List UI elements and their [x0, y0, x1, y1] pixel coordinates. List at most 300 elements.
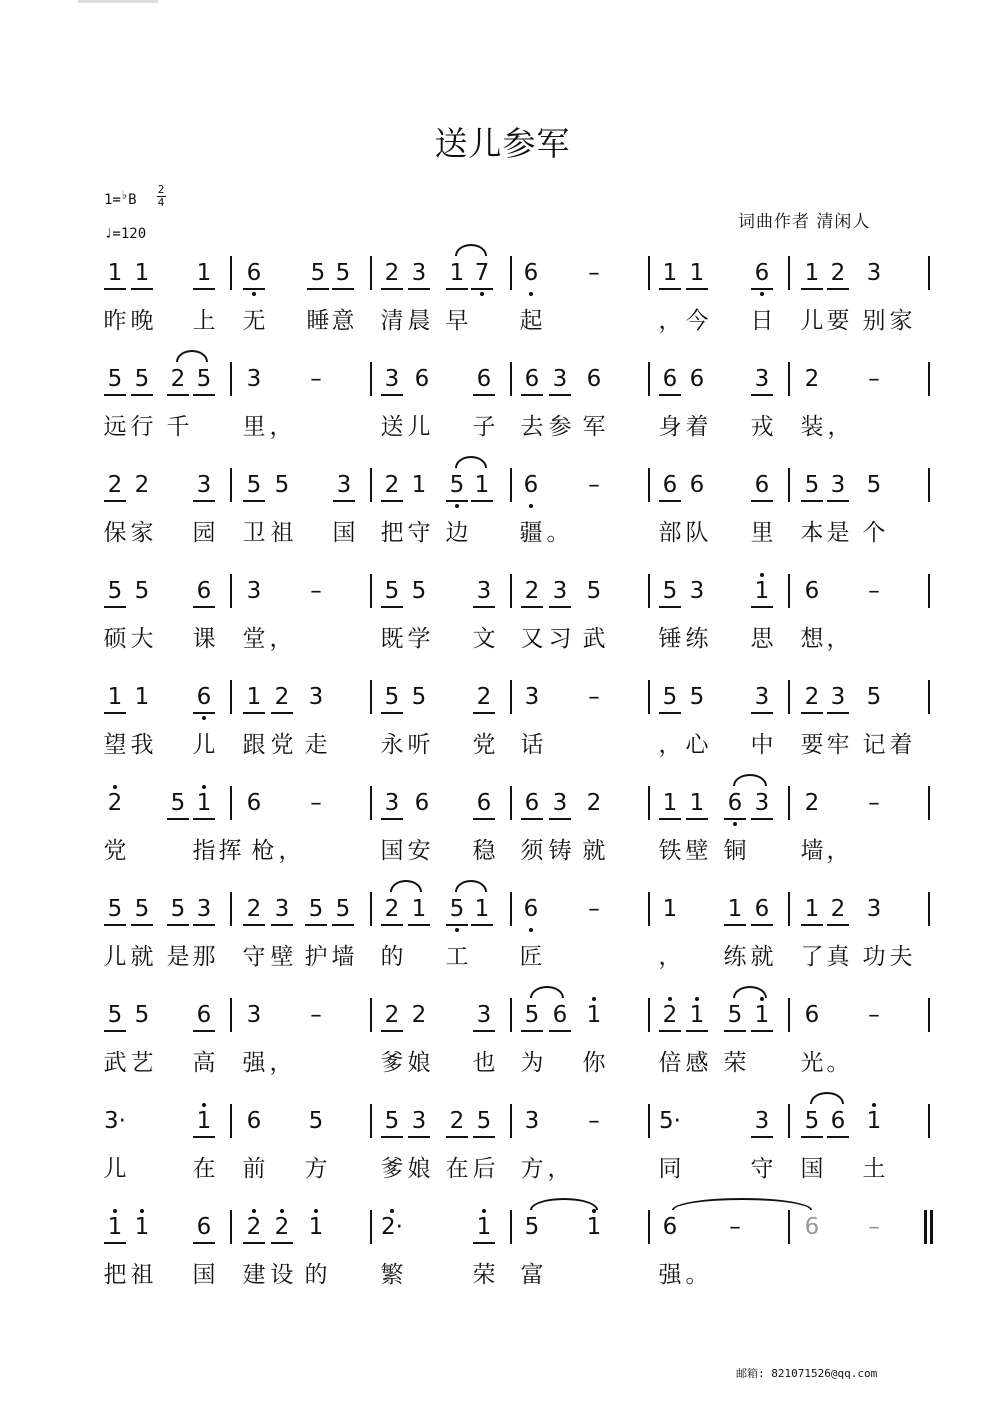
barline [510, 680, 512, 714]
note: 5 [866, 472, 882, 498]
note: 3 [751, 364, 773, 396]
lyric-char: 大 [130, 626, 154, 652]
barline [648, 892, 650, 926]
time-signature: 2 4 [157, 183, 165, 209]
lyric-char: 就 [750, 944, 774, 970]
note: 5 [524, 1214, 540, 1240]
barline [230, 680, 232, 714]
lyric-char: 守 [750, 1156, 774, 1182]
barline [370, 1104, 372, 1138]
note: 1 [583, 1212, 605, 1242]
barline [788, 680, 790, 714]
lyric-char: 身 [658, 414, 682, 440]
note: 3 [751, 682, 773, 714]
tempo-marking: ♩=120 [104, 226, 147, 242]
notation-line [0, 1000, 1005, 1034]
note: 3 [271, 894, 293, 926]
lyric-char: 祖 [270, 520, 294, 546]
barline [370, 892, 372, 926]
lyric-char: 卫 [242, 520, 266, 546]
lyric-char: 指 [192, 838, 216, 864]
note: 5 [866, 684, 882, 710]
note: 5 [104, 1000, 126, 1032]
lyric-char: 是 [826, 520, 850, 546]
lyric-line [0, 1256, 1005, 1286]
lyric-char: 墙 [331, 944, 355, 970]
barline [928, 574, 930, 608]
lyric-char: 儿 [103, 1156, 127, 1182]
lyric-char: 守 [242, 944, 266, 970]
note: 6 [827, 1106, 849, 1138]
lyric-char: 前 [242, 1156, 266, 1182]
lyric-char: 练 [685, 626, 709, 652]
barline [928, 256, 930, 290]
note: 3 [246, 578, 262, 604]
note: 3 [246, 1002, 262, 1028]
lyric-char: 儿 [192, 732, 216, 758]
note: 5 [586, 578, 602, 604]
note: 6 [521, 788, 543, 820]
lyric-char: 牢 [826, 732, 850, 758]
key-signature: 1=♭B [104, 188, 137, 208]
lyric-char: ， [658, 732, 682, 758]
note: 3 [866, 260, 882, 286]
notation-line [0, 576, 1005, 610]
note: 1 [801, 258, 823, 290]
lyric-char: 在 [192, 1156, 216, 1182]
note: 2 [271, 1212, 293, 1244]
note: 1 [104, 682, 126, 714]
lyric-char: ， [269, 414, 293, 440]
lyric-char: 。 [546, 520, 570, 546]
note: 5 [381, 1106, 403, 1138]
lyric-char: 安 [407, 838, 431, 864]
lyric-char: ， [826, 838, 850, 864]
lyric-char: ， [269, 626, 293, 652]
note: 1 [686, 1000, 708, 1032]
note: 3 [524, 684, 540, 710]
lyric-char: 子 [472, 414, 496, 440]
lyric-char: 记 [862, 732, 886, 758]
note: 6 [659, 364, 681, 396]
note: 3 [193, 470, 215, 502]
note: 5 [193, 364, 215, 396]
lyric-char: 挥 [218, 838, 242, 864]
lyric-char: 工 [445, 944, 469, 970]
note: 6 [520, 258, 542, 288]
note: 5 [521, 1000, 543, 1032]
note: 2 [167, 364, 189, 396]
barline [648, 1210, 650, 1244]
note: – [588, 896, 600, 922]
note: 6 [414, 790, 430, 816]
lyric-char: 匠 [519, 944, 543, 970]
lyric-line [0, 832, 1005, 862]
barline [510, 1104, 512, 1138]
note: 6 [659, 470, 681, 502]
lyric-char: 部 [658, 520, 682, 546]
notation-line [0, 470, 1005, 504]
note: 3 [689, 578, 705, 604]
note: 5· [659, 1108, 681, 1134]
note: 2 [243, 1212, 265, 1244]
note: 3 [381, 364, 403, 396]
note: 3 [827, 682, 849, 714]
lyric-char: 倍 [658, 1050, 682, 1076]
page-title: 送儿参军 [434, 124, 571, 163]
barline [370, 680, 372, 714]
note: 3 [408, 1106, 430, 1138]
note: 2 [104, 470, 126, 502]
lyric-char: 铁 [658, 838, 682, 864]
lyric-char: 娘 [407, 1050, 431, 1076]
note: 6 [751, 470, 773, 502]
note: 6 [751, 258, 773, 290]
lyric-char: 强 [242, 1050, 266, 1076]
note: 6 [473, 364, 495, 396]
lyric-char: 国 [800, 1156, 824, 1182]
note: – [310, 1002, 322, 1028]
note: 2 [271, 682, 293, 714]
barline [370, 362, 372, 396]
note: 5 [411, 578, 427, 604]
lyric-char: 土 [862, 1156, 886, 1182]
lyric-char: 艺 [130, 1050, 154, 1076]
note: 5 [659, 576, 681, 608]
note: 5 [305, 894, 327, 926]
note: 5 [724, 1000, 746, 1032]
lyric-char: 强 [658, 1262, 682, 1288]
lyric-char: ， [269, 1050, 293, 1076]
lyric-char: 党 [103, 838, 127, 864]
note: 1 [724, 894, 746, 926]
lyric-char: 话 [520, 732, 544, 758]
lyric-char: 后 [472, 1156, 496, 1182]
lyric-char: 了 [800, 944, 824, 970]
lyric-char: 的 [304, 1262, 328, 1288]
note: 6 [689, 366, 705, 392]
note: 1 [131, 1212, 153, 1242]
lyric-char: 富 [520, 1262, 544, 1288]
note: – [310, 790, 322, 816]
lyric-char: 边 [445, 520, 469, 546]
lyric-char: 。 [826, 1050, 850, 1076]
note: 3 [524, 1108, 540, 1134]
lyric-char: ， [658, 308, 682, 334]
note: 6 [246, 790, 262, 816]
note: 5 [307, 258, 329, 290]
barline [510, 256, 512, 290]
note: 3 [473, 576, 495, 608]
lyric-char: 的 [380, 944, 404, 970]
barline [230, 574, 232, 608]
note: 6 [193, 682, 215, 714]
note: 1 [131, 258, 153, 290]
lyric-char: 把 [380, 520, 404, 546]
tie-slur [176, 350, 208, 362]
note: 1 [305, 1212, 327, 1242]
note: 2 [381, 894, 403, 926]
barline [788, 1104, 790, 1138]
tie-slur [810, 1092, 844, 1104]
lyric-char: 爹 [380, 1156, 404, 1182]
lyric-char: 。 [685, 1262, 709, 1288]
barline [230, 256, 232, 290]
note: – [310, 366, 322, 392]
lyric-char: 锤 [658, 626, 682, 652]
lyric-char: 家 [889, 308, 913, 334]
lyric-char: 别 [862, 308, 886, 334]
note: 1 [659, 258, 681, 290]
lyric-char: 永 [380, 732, 404, 758]
note: 2· [381, 1214, 403, 1240]
tie-slur [390, 880, 422, 892]
note: 6 [473, 788, 495, 820]
lyric-char: 建 [242, 1262, 266, 1288]
lyric-char: 国 [380, 838, 404, 864]
lyric-char: 光 [800, 1050, 824, 1076]
note: 1 [471, 470, 493, 502]
header-mark [78, 0, 158, 3]
note: 3· [104, 1108, 126, 1134]
notation-line [0, 364, 1005, 398]
lyric-char: 也 [472, 1050, 496, 1076]
barline [648, 786, 650, 820]
lyric-char: 硕 [103, 626, 127, 652]
lyric-char: 荣 [472, 1262, 496, 1288]
note: 6 [662, 1214, 678, 1240]
barline [648, 680, 650, 714]
note: 6 [804, 578, 820, 604]
note: – [868, 1214, 880, 1240]
barline [928, 468, 930, 502]
barline [788, 998, 790, 1032]
barline [230, 786, 232, 820]
lyric-char: 想 [800, 626, 824, 652]
lyric-char: ， [278, 838, 302, 864]
note: 6 [243, 258, 265, 290]
note: 6 [193, 1212, 215, 1244]
lyric-char: 武 [582, 626, 606, 652]
note: 5 [446, 894, 468, 926]
barline [510, 362, 512, 396]
note: 5 [381, 576, 403, 608]
note: 1 [243, 682, 265, 714]
barline [510, 892, 512, 926]
lyric-char: 守 [407, 520, 431, 546]
note: 6 [521, 364, 543, 396]
note: 2 [804, 366, 820, 392]
lyric-char: 武 [103, 1050, 127, 1076]
note: 1 [193, 788, 215, 820]
lyric-char: ， [658, 944, 682, 970]
note: 5 [134, 1002, 150, 1028]
barline [230, 362, 232, 396]
note: 1 [686, 788, 708, 820]
note: 3 [549, 576, 571, 608]
lyric-line [0, 514, 1005, 544]
note: 1 [473, 1212, 495, 1244]
lyric-char: 护 [304, 944, 328, 970]
email-footer: 邮箱: 821071526@qq.com [736, 1367, 878, 1380]
notation-line [0, 258, 1005, 292]
barline [928, 1104, 930, 1138]
lyric-char: 为 [520, 1050, 544, 1076]
lyric-char: ， [826, 626, 850, 652]
note: 5 [659, 682, 681, 714]
lyric-char: 清 [380, 308, 404, 334]
lyric-line [0, 938, 1005, 968]
barline [648, 1104, 650, 1138]
lyric-char: 送 [380, 414, 404, 440]
lyric-char: 个 [862, 520, 886, 546]
lyric-char: 里 [242, 414, 266, 440]
note: 2 [381, 258, 403, 290]
lyric-char: 文 [472, 626, 496, 652]
lyric-char: 铸 [548, 838, 572, 864]
note: 5 [689, 684, 705, 710]
note: 6 [246, 1108, 262, 1134]
note: 1 [801, 894, 823, 926]
lyric-char: 千 [166, 414, 190, 440]
lyric-char: 园 [192, 520, 216, 546]
barline [924, 1210, 927, 1244]
lyric-char: 昨 [103, 308, 127, 334]
note: 6 [193, 1000, 215, 1032]
barline [648, 574, 650, 608]
barline [788, 1210, 790, 1244]
lyric-char: 保 [103, 520, 127, 546]
lyric-char: 行 [130, 414, 154, 440]
lyric-char: 国 [192, 1262, 216, 1288]
tie-slur [530, 1198, 598, 1210]
barline [648, 256, 650, 290]
note: 3 [473, 1000, 495, 1032]
note: 6 [586, 366, 602, 392]
lyric-char: 既 [380, 626, 404, 652]
note: 3 [333, 470, 355, 502]
note: 2 [134, 472, 150, 498]
lyric-char: 我 [130, 732, 154, 758]
note: 2 [381, 470, 403, 502]
lyric-char: 儿 [103, 944, 127, 970]
lyric-char: ， [547, 1156, 571, 1182]
lyric-char: 本 [800, 520, 824, 546]
note: 6 [193, 576, 215, 608]
barline [788, 468, 790, 502]
lyric-char: 睡 [306, 308, 330, 334]
barline [510, 998, 512, 1032]
note: 5 [332, 258, 354, 290]
barline [510, 1210, 512, 1244]
note: 1 [193, 1106, 215, 1138]
note: – [868, 366, 880, 392]
barline [370, 574, 372, 608]
lyric-char: 戎 [750, 414, 774, 440]
note: – [868, 790, 880, 816]
barline [510, 468, 512, 502]
note: 5 [104, 894, 126, 926]
lyric-char: 望 [103, 732, 127, 758]
lyric-char: 心 [685, 732, 709, 758]
note: 2 [104, 788, 126, 818]
lyric-char: 儿 [407, 414, 431, 440]
notation-line [0, 682, 1005, 716]
note: 6 [689, 472, 705, 498]
note: 6 [724, 788, 746, 820]
lyric-char: 意 [331, 308, 355, 334]
note: 5 [243, 470, 265, 502]
note: 7 [471, 258, 493, 290]
note: 5 [446, 470, 468, 502]
note: 3 [308, 684, 324, 710]
lyric-char: 就 [130, 944, 154, 970]
note: 1 [471, 894, 493, 926]
note: 6 [520, 894, 542, 924]
note: 3 [408, 258, 430, 290]
note: 1 [863, 1106, 885, 1136]
note: – [310, 578, 322, 604]
note: – [588, 684, 600, 710]
lyric-line [0, 726, 1005, 756]
tie-slur [530, 986, 564, 998]
note: 2 [804, 790, 820, 816]
final-barline [930, 1210, 933, 1244]
note: 1 [751, 1000, 773, 1032]
barline [370, 786, 372, 820]
note: – [868, 1002, 880, 1028]
lyric-line [0, 620, 1005, 650]
lyric-char: 早 [445, 308, 469, 334]
lyric-char: 练 [723, 944, 747, 970]
lyric-line [0, 302, 1005, 332]
note: 5 [274, 472, 290, 498]
notation-line [0, 894, 1005, 928]
lyric-line [0, 408, 1005, 438]
tie-slur [455, 456, 487, 468]
note: 5 [104, 364, 126, 396]
note: 3 [827, 470, 849, 502]
lyric-char: 国 [332, 520, 356, 546]
lyric-char: 真 [826, 944, 850, 970]
lyric-char: 远 [103, 414, 127, 440]
lyric-char: 感 [685, 1050, 709, 1076]
tie-slur [733, 774, 767, 786]
note: 5 [167, 894, 189, 926]
lyric-char: 无 [242, 308, 266, 334]
lyric-char: 要 [800, 732, 824, 758]
notation-line [0, 788, 1005, 822]
lyric-char: ， [827, 414, 851, 440]
barline [928, 998, 930, 1032]
lyric-char: 祖 [130, 1262, 154, 1288]
note: 2 [446, 1106, 468, 1138]
barline [928, 786, 930, 820]
barline [370, 468, 372, 502]
lyric-char: 壁 [270, 944, 294, 970]
lyric-char: 跟 [242, 732, 266, 758]
note: 6 [751, 894, 773, 926]
note: 5 [473, 1106, 495, 1138]
lyric-char: 繁 [380, 1262, 404, 1288]
lyric-char: 堂 [242, 626, 266, 652]
note: 1 [104, 1212, 126, 1244]
note: 1 [686, 258, 708, 290]
note: 2 [801, 682, 823, 714]
note: 2 [827, 894, 849, 926]
note: 1 [659, 788, 681, 820]
barline [928, 362, 930, 396]
